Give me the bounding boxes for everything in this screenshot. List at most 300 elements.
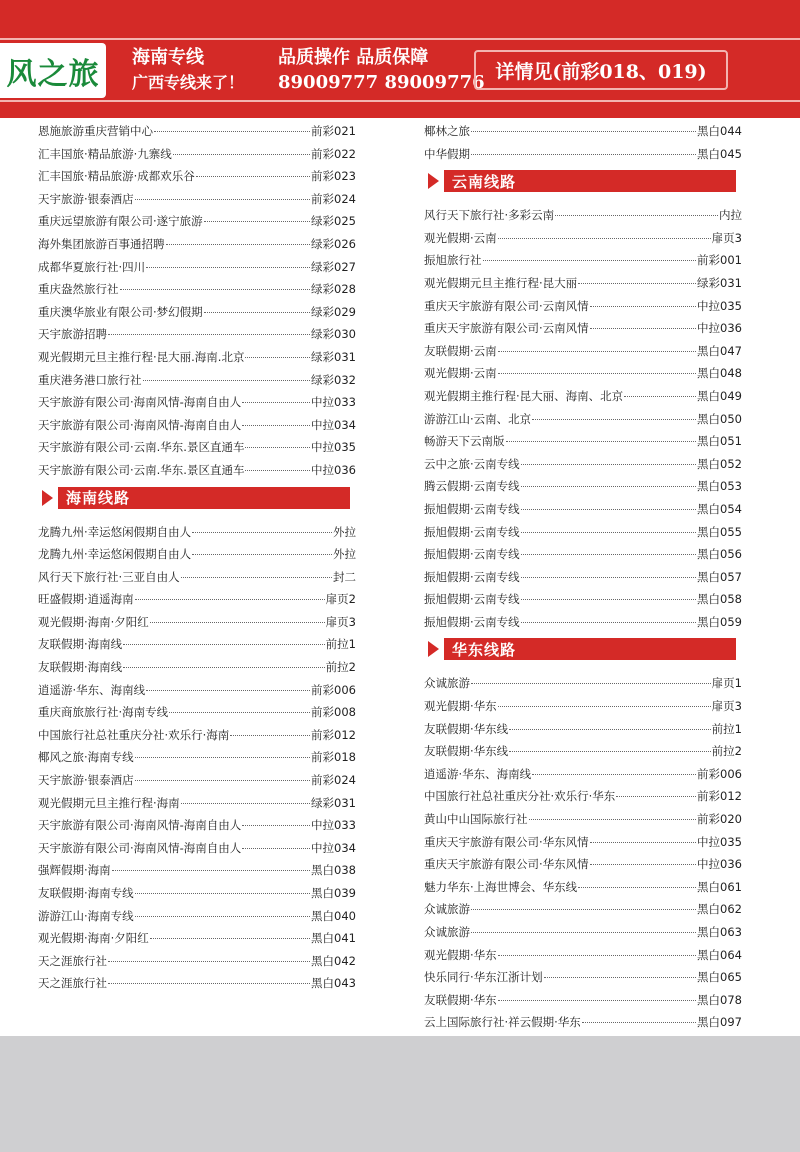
entry-name: 海外集团旅游百事通招聘 [38, 236, 165, 251]
list-item [424, 204, 742, 227]
entry-page: 黑白052 [697, 456, 742, 471]
dot-leader [181, 577, 332, 578]
entry-name: 椰风之旅·海南专线 [38, 750, 134, 765]
entry-name: 快乐同行·华东江浙计划 [424, 970, 543, 985]
list-item [38, 566, 356, 589]
list-item [38, 679, 356, 702]
entry-name: 云上国际旅行社·祥云假期·华东 [424, 1015, 581, 1030]
list-item [38, 143, 356, 166]
entry-page: 扉页3 [711, 230, 742, 245]
list-item [424, 695, 742, 718]
list-item [38, 950, 356, 973]
entry-page: 黑白097 [697, 1015, 742, 1030]
list-item [424, 475, 742, 498]
logo-text: 风之旅 [6, 56, 100, 92]
entry-name: 天宇旅游·银泰酒店 [38, 191, 134, 206]
huadong-list [424, 672, 742, 1034]
list-item [38, 633, 356, 656]
entry-page: 黑白055 [697, 524, 742, 539]
entry-name: 重庆天宇旅游有限公司·云南风情 [424, 321, 589, 336]
entry-page: 前彩023 [311, 169, 356, 184]
dot-leader [498, 1000, 696, 1001]
dot-leader [135, 199, 310, 200]
entry-page: 扉页1 [711, 676, 742, 691]
section-title: 华东线路 [452, 640, 517, 659]
entry-name: 重庆澳华旅业有限公司·梦幻假期 [38, 304, 203, 319]
list-item [38, 972, 356, 995]
dot-leader [146, 690, 310, 691]
dot-leader [498, 238, 711, 239]
dot-leader [146, 267, 310, 268]
entry-page: 绿彩032 [311, 372, 356, 387]
entry-name: 中国旅行社总社重庆分社·欢乐行·华东 [424, 789, 616, 804]
dot-leader [590, 328, 696, 329]
dot-leader [521, 464, 696, 465]
list-item [424, 588, 742, 611]
list-item [38, 301, 356, 324]
list-item [38, 769, 356, 792]
list-item [424, 453, 742, 476]
entry-name: 观光假期·海南·夕阳红 [38, 931, 149, 946]
entry-name: 重庆天宇旅游有限公司·华东风情 [424, 834, 589, 849]
list-item [38, 837, 356, 860]
list-item [424, 249, 742, 272]
entry-name: 观光假期元旦主推行程·昆大丽 [424, 275, 578, 290]
dot-leader [544, 977, 696, 978]
list-item [424, 808, 742, 831]
dot-leader [521, 532, 696, 533]
entry-page: 绿彩029 [311, 304, 356, 319]
list-item [424, 272, 742, 295]
list-item [424, 944, 742, 967]
entry-page: 黑白038 [311, 863, 356, 878]
dot-leader [123, 644, 325, 645]
list-item [424, 143, 742, 166]
dot-leader [150, 622, 325, 623]
dot-leader [506, 441, 697, 442]
entry-page: 黑白062 [697, 902, 742, 917]
list-item [424, 120, 742, 143]
entry-page: 黑白039 [311, 886, 356, 900]
list-item [38, 701, 356, 724]
entry-name: 汇丰国旅·精品旅游·成都欢乐谷 [38, 169, 195, 184]
list-item [424, 611, 742, 634]
promo-block [132, 46, 262, 96]
section-header-hainan [38, 487, 350, 509]
entry-name: 旺盛假期·逍遥海南 [38, 592, 134, 607]
list-item [38, 792, 356, 815]
entry-page: 黑白064 [697, 947, 742, 962]
list-item [424, 362, 742, 385]
list-item [424, 295, 742, 318]
entry-name: 重庆港务港口旅行社 [38, 372, 142, 387]
list-item [38, 724, 356, 747]
list-item [424, 408, 742, 431]
list-item [38, 927, 356, 950]
entry-page: 黑白044 [697, 124, 742, 138]
list-item [424, 763, 742, 786]
list-item [424, 317, 742, 340]
entry-page: 黑白078 [697, 992, 742, 1007]
dot-leader [181, 803, 310, 804]
dot-leader [143, 380, 311, 381]
entry-page: 绿彩031 [697, 275, 742, 290]
list-item [424, 989, 742, 1012]
dot-leader [483, 260, 697, 261]
entry-name: 天宇旅游有限公司·海南风情-海南自由人 [38, 840, 242, 855]
dot-leader [471, 932, 696, 933]
entry-page: 中拉033 [311, 818, 356, 833]
list-item [38, 459, 356, 482]
dot-leader [150, 938, 310, 939]
hainan-list [38, 521, 356, 995]
dot-leader [509, 751, 711, 752]
dot-leader [498, 351, 696, 352]
entry-page: 前彩021 [311, 124, 356, 138]
entry-name: 天宇旅游有限公司·云南.华东.景区直通车 [38, 462, 245, 477]
entry-name: 友联假期·海南线 [38, 660, 123, 675]
list-item [424, 430, 742, 453]
dot-leader [521, 486, 696, 487]
entry-name: 逍遥游·华东、海南线 [424, 766, 532, 781]
entry-page: 黑白048 [697, 366, 742, 381]
entry-name: 友联假期·华东线 [424, 744, 509, 759]
list-item [424, 340, 742, 363]
entry-name: 观光假期·华东 [424, 699, 497, 714]
dot-leader [204, 312, 310, 313]
entry-page: 前拉2 [711, 744, 742, 759]
quality-block [278, 46, 485, 96]
entry-page: 黑白056 [697, 547, 742, 562]
entry-page: 中拉034 [311, 417, 356, 432]
entry-page: 前彩001 [697, 253, 742, 268]
entry-page: 黑白063 [697, 925, 742, 939]
dot-leader [471, 683, 711, 684]
entry-page: 黑白058 [697, 592, 742, 607]
entry-name: 天之涯旅行社 [38, 976, 107, 991]
section-title: 云南线路 [452, 172, 517, 191]
list-item [424, 740, 742, 763]
entry-page: 扉页2 [325, 592, 356, 607]
list-item [38, 346, 356, 369]
entry-name: 观光假期·云南 [424, 366, 497, 381]
list-item [424, 831, 742, 854]
banner-strip [0, 38, 800, 102]
dot-leader [471, 909, 696, 910]
dot-leader [135, 780, 310, 781]
dot-leader [192, 554, 332, 555]
entry-name: 中国旅行社总社重庆分社·欢乐行·海南 [38, 727, 230, 742]
list-item [38, 323, 356, 346]
dot-leader [123, 667, 325, 668]
entry-page: 前拉2 [325, 660, 356, 675]
dot-leader [498, 955, 696, 956]
entry-name: 椰林之旅 [424, 124, 470, 138]
entry-name: 振旭假期·云南专线 [424, 501, 520, 516]
entry-name: 众诚旅游 [424, 902, 470, 917]
entry-name: 魅力华东·上海世博会、华东线 [424, 879, 578, 894]
entry-page: 前彩024 [311, 191, 356, 206]
list-item [38, 521, 356, 544]
dot-leader [471, 154, 696, 155]
chevron-right-icon [38, 487, 58, 509]
entry-page: 中拉034 [311, 840, 356, 855]
dot-leader [120, 289, 311, 290]
list-item [424, 498, 742, 521]
dot-leader [590, 306, 696, 307]
entry-name: 恩施旅游重庆营销中心 [38, 124, 153, 138]
entry-page: 绿彩027 [311, 259, 356, 274]
entry-page: 黑白040 [311, 908, 356, 923]
dot-leader [532, 774, 696, 775]
dot-leader [529, 819, 697, 820]
dot-leader [135, 916, 310, 917]
dot-leader [555, 215, 718, 216]
chevron-right-icon [424, 638, 444, 660]
list-item [38, 391, 356, 414]
dot-leader [108, 983, 310, 984]
entry-name: 振旭旅行社 [424, 253, 482, 268]
entry-page: 黑白065 [697, 970, 742, 985]
entry-name: 风行天下旅行社·多彩云南 [424, 208, 555, 223]
entry-page: 绿彩026 [311, 236, 356, 251]
list-item [38, 210, 356, 233]
footer-band [0, 1036, 800, 1152]
entry-name: 众诚旅游 [424, 676, 470, 691]
entry-page: 前拉1 [325, 637, 356, 652]
dot-leader [135, 893, 310, 894]
dot-leader [578, 887, 696, 888]
entry-name: 振旭假期·云南专线 [424, 569, 520, 584]
entry-page: 前彩006 [311, 682, 356, 697]
dot-leader [498, 373, 696, 374]
list-item [38, 882, 356, 905]
list-item [424, 785, 742, 808]
dot-leader [509, 729, 711, 730]
entry-page: 前彩008 [311, 705, 356, 720]
list-item [38, 278, 356, 301]
list-item [424, 876, 742, 899]
entry-name: 友联假期·华东 [424, 992, 497, 1007]
list-item [424, 966, 742, 989]
entry-page: 中拉035 [697, 834, 742, 849]
entry-name: 重庆盎然旅行社 [38, 282, 119, 297]
dot-leader [169, 712, 310, 713]
dot-leader [166, 244, 311, 245]
entry-page: 黑白049 [697, 388, 742, 403]
entry-name: 天宇旅游有限公司·云南.华东.景区直通车 [38, 440, 245, 455]
list-item [424, 921, 742, 944]
entry-name: 重庆天宇旅游有限公司·云南风情 [424, 298, 589, 313]
list-item [38, 859, 356, 882]
entry-name: 振旭假期·云南专线 [424, 524, 520, 539]
entry-page: 绿彩030 [311, 327, 356, 342]
list-item [424, 227, 742, 250]
entry-page: 绿彩025 [311, 214, 356, 229]
entry-name: 黄山中山国际旅行社 [424, 812, 528, 827]
entry-page: 黑白059 [697, 614, 742, 629]
entry-name: 天宇旅游有限公司·海南风情-海南自由人 [38, 818, 242, 833]
chevron-right-icon [424, 170, 444, 192]
yunnan-list [424, 204, 742, 633]
list-item [38, 188, 356, 211]
list-item [424, 718, 742, 741]
dot-leader [521, 554, 696, 555]
list-item [38, 414, 356, 437]
dot-leader [624, 396, 696, 397]
list-item [38, 165, 356, 188]
dot-leader [108, 961, 310, 962]
entry-name: 天宇旅游招聘 [38, 327, 107, 342]
entry-page: 中拉035 [311, 440, 356, 455]
phone-numbers: 89009777 89009776 [278, 72, 485, 93]
details-box [474, 50, 728, 90]
dot-leader [521, 577, 696, 578]
dot-leader [135, 757, 310, 758]
entry-name: 友联假期·华东线 [424, 721, 509, 736]
entry-name: 逍遥游·华东、海南线 [38, 682, 146, 697]
dot-leader [242, 848, 310, 849]
entry-name: 观光假期元旦主推行程·海南 [38, 795, 180, 810]
dot-leader [196, 176, 310, 177]
dot-leader [521, 509, 696, 510]
entry-page: 黑白057 [697, 569, 742, 584]
entry-page: 中拉036 [697, 857, 742, 872]
entry-page: 内拉 [719, 208, 742, 223]
list-item [38, 436, 356, 459]
entry-page: 中拉036 [311, 462, 356, 477]
dot-leader [245, 357, 310, 358]
entry-name: 成都华夏旅行社·四川 [38, 259, 146, 274]
dot-leader [532, 419, 696, 420]
entry-page: 前彩024 [311, 773, 356, 788]
entry-page: 封二 [333, 569, 356, 584]
entry-name: 天宇旅游有限公司·海南风情-海南自由人 [38, 395, 242, 410]
list-item [38, 746, 356, 769]
list-item [424, 385, 742, 408]
section-header-huadong [424, 638, 736, 660]
dot-leader [230, 735, 310, 736]
dot-leader [616, 796, 696, 797]
entry-page: 中拉033 [311, 395, 356, 410]
dot-leader [135, 599, 325, 600]
entry-page: 前彩018 [311, 750, 356, 765]
list-item [38, 233, 356, 256]
dot-leader [112, 870, 310, 871]
left-column [38, 120, 356, 995]
entry-page: 黑白050 [697, 411, 742, 426]
list-item [38, 656, 356, 679]
dot-leader [242, 402, 310, 403]
left-top-list [38, 120, 356, 482]
right-top-list [424, 120, 742, 165]
promo-guangxi: 广西专线来了！ [132, 73, 245, 92]
entry-name: 重庆商旅旅行社·海南专线 [38, 705, 169, 720]
entry-page: 黑白043 [311, 976, 356, 991]
list-item [424, 566, 742, 589]
entry-page: 前彩006 [697, 766, 742, 781]
list-item [424, 853, 742, 876]
entry-name: 观光假期主推行程·昆大丽、海南、北京 [424, 388, 624, 403]
entry-name: 游游江山·海南专线 [38, 908, 134, 923]
entry-name: 观光假期·云南 [424, 230, 497, 245]
entry-page: 前彩022 [311, 146, 356, 161]
dot-leader [192, 532, 332, 533]
entry-name: 重庆天宇旅游有限公司·华东风情 [424, 857, 589, 872]
dot-leader [498, 706, 711, 707]
entry-page: 外拉 [333, 547, 356, 562]
right-column [424, 120, 742, 1034]
entry-page: 中拉036 [697, 321, 742, 336]
entry-name: 游游江山·云南、北京 [424, 411, 532, 426]
dot-leader [108, 334, 310, 335]
list-item [424, 672, 742, 695]
list-item [38, 120, 356, 143]
dot-leader [245, 470, 310, 471]
entry-page: 黑白053 [697, 479, 742, 494]
dot-leader [154, 131, 310, 132]
entry-name: 风行天下旅行社·三亚自由人 [38, 569, 180, 584]
list-item [38, 588, 356, 611]
entry-name: 天宇旅游·银泰酒店 [38, 773, 134, 788]
dot-leader [242, 825, 310, 826]
dot-leader [245, 447, 310, 448]
entry-page: 黑白041 [311, 931, 356, 946]
list-item [38, 256, 356, 279]
entry-name: 天之涯旅行社 [38, 953, 107, 968]
section-title: 海南线路 [66, 489, 131, 507]
entry-name: 重庆远望旅游有限公司·遂宁旅游 [38, 214, 203, 229]
list-item [38, 611, 356, 634]
entry-name: 中华假期 [424, 146, 470, 161]
entry-name: 云中之旅·云南专线 [424, 456, 520, 471]
details-text: 详情见(前彩018、019) [495, 60, 707, 83]
entry-name: 龙腾九州·幸运悠闲假期自由人 [38, 524, 192, 539]
entry-name: 观光假期·海南·夕阳红 [38, 614, 149, 629]
entry-page: 黑白047 [697, 343, 742, 358]
dot-leader [590, 842, 696, 843]
dot-leader [521, 599, 696, 600]
dot-leader [471, 131, 696, 132]
entry-page: 绿彩031 [311, 795, 356, 810]
entry-page: 黑白061 [697, 879, 742, 894]
entry-page: 绿彩028 [311, 282, 356, 297]
entry-page: 外拉 [333, 524, 356, 539]
dot-leader [582, 1022, 696, 1023]
entry-name: 振旭假期·云南专线 [424, 592, 520, 607]
entry-page: 前彩012 [697, 789, 742, 804]
entry-page: 前彩020 [697, 812, 742, 827]
list-item [38, 905, 356, 928]
list-item [38, 369, 356, 392]
entry-name: 友联假期·海南线 [38, 637, 123, 652]
list-item [424, 521, 742, 544]
dot-leader [173, 154, 310, 155]
entry-page: 前彩012 [311, 727, 356, 742]
logo [0, 43, 106, 98]
entry-name: 振旭假期·云南专线 [424, 547, 520, 562]
entry-page: 中拉035 [697, 298, 742, 313]
header-banner [0, 0, 800, 118]
entry-page: 黑白042 [311, 953, 356, 968]
entry-name: 友联假期·云南 [424, 343, 497, 358]
dot-leader [204, 221, 310, 222]
entry-name: 观光假期·华东 [424, 947, 497, 962]
entry-name: 友联假期·海南专线 [38, 886, 134, 900]
dot-leader [578, 283, 696, 284]
entry-page: 黑白054 [697, 501, 742, 516]
entry-page: 扉页3 [325, 614, 356, 629]
